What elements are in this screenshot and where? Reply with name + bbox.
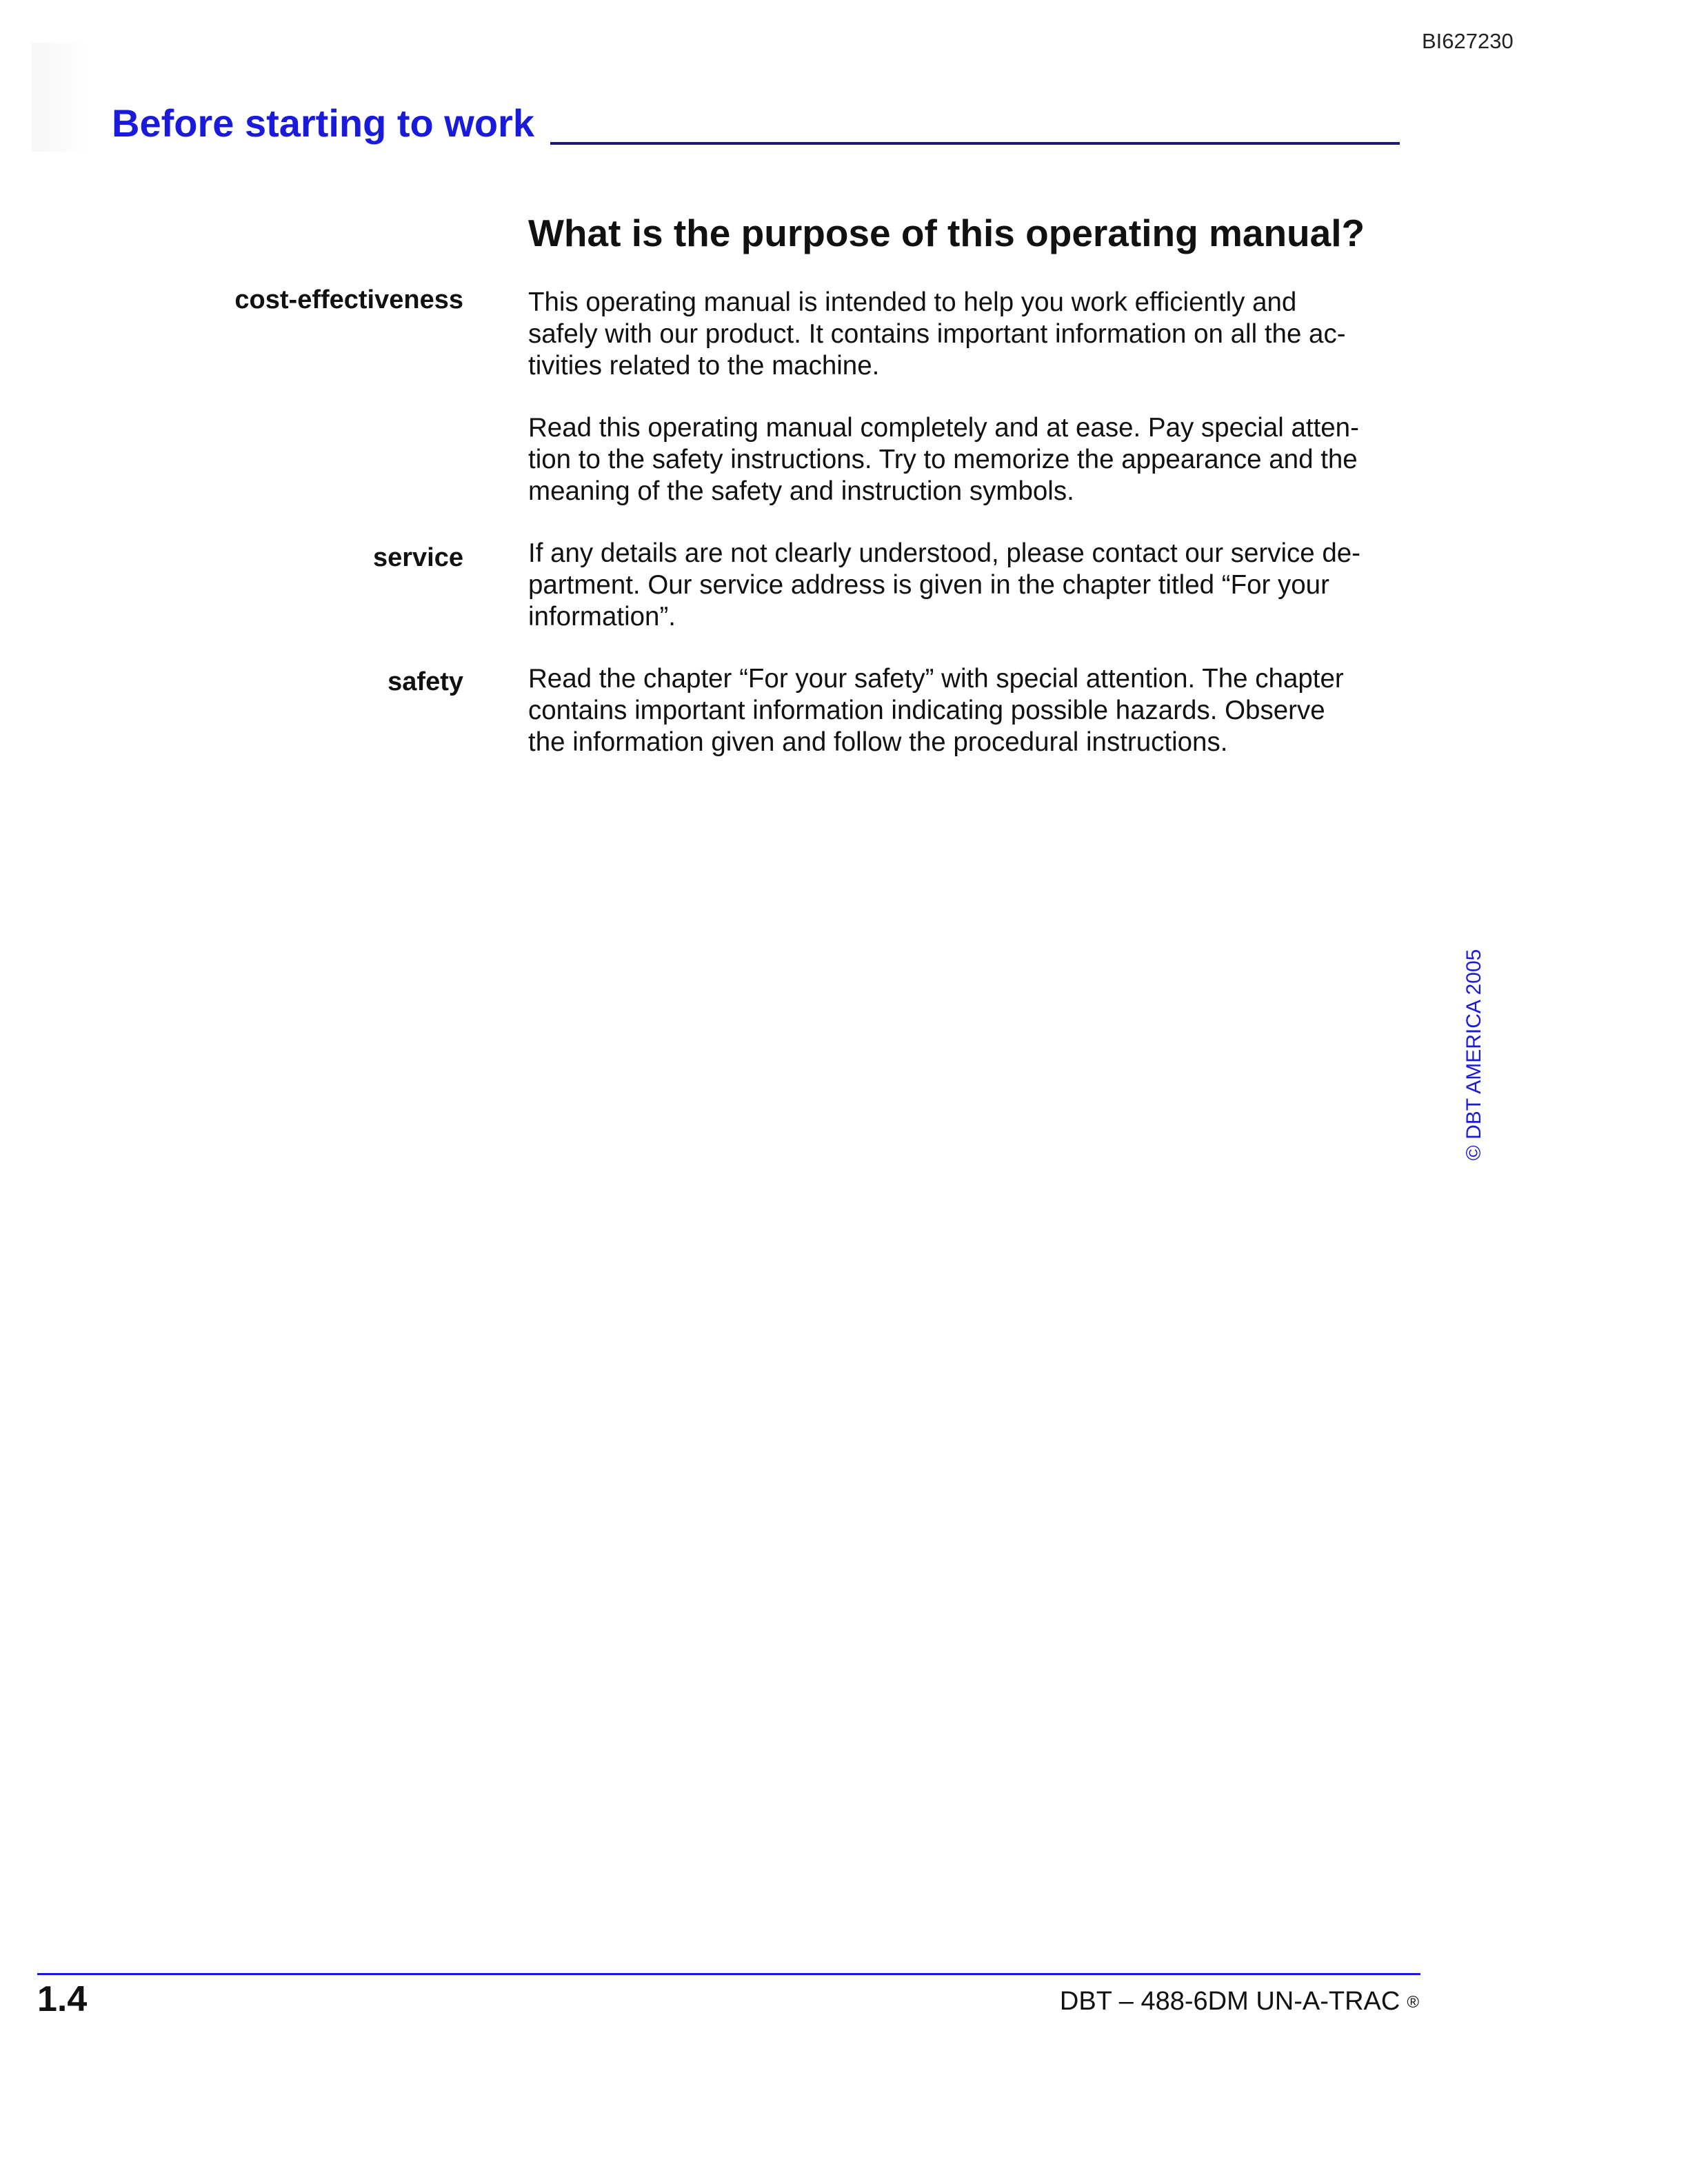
paragraph-line: the information given and follow the procedural instructions.: [528, 727, 1228, 757]
paragraph-line: Read this operating manual completely and at ease. Pay special atten-: [528, 413, 1359, 443]
footer-product-name: [1060, 1987, 1419, 2016]
paragraph-line: partment. Our service address is given in the chapter titled “For your: [528, 570, 1329, 600]
paragraph-line: Read the chapter “For your safety” with special attention. The chapter: [528, 664, 1344, 694]
margin-label-cost-effectiveness: cost-effectiveness: [234, 285, 463, 314]
margin-label-service: service: [372, 543, 463, 572]
registered-mark: ®: [1407, 1992, 1419, 2012]
paragraph-line: tion to the safety instructions. Try to memorize the appearance and the: [528, 445, 1358, 474]
paragraph-line: This operating manual is intended to help you work efficiently and: [528, 287, 1297, 317]
paragraph-line: meaning of the safety and instruction symbols.: [528, 476, 1074, 506]
paragraph-read-manual: [528, 412, 1418, 507]
paragraph-line: safely with our product. It contains important information on all the ac-: [528, 319, 1346, 349]
paragraph-line: If any details are not clearly understood, please contact our service de-: [528, 538, 1360, 568]
footer-rule: [37, 1973, 1420, 1975]
page-heading: What is the purpose of this operating manual?: [528, 212, 1365, 254]
paragraph-service: [528, 538, 1418, 633]
section-header: Before starting to work: [112, 101, 534, 145]
paragraph-safety: [528, 663, 1418, 758]
scan-artifact: [32, 43, 87, 152]
document-id: BI627230: [1422, 29, 1514, 53]
paragraph-purpose: [528, 287, 1418, 382]
paragraph-line: tivities related to the machine.: [528, 351, 880, 381]
copyright-text: © DBT AMERICA 2005: [1463, 949, 1485, 1161]
page-number: 1.4: [37, 1979, 88, 2019]
paragraph-line: contains important information indicating possible hazards. Observe: [528, 696, 1325, 725]
header-rule: [550, 142, 1400, 145]
margin-label-safety: safety: [388, 667, 463, 696]
product-name: DBT – 488-6DM UN-A-TRAC: [1059, 1987, 1400, 2016]
paragraph-line: information”.: [528, 602, 676, 631]
